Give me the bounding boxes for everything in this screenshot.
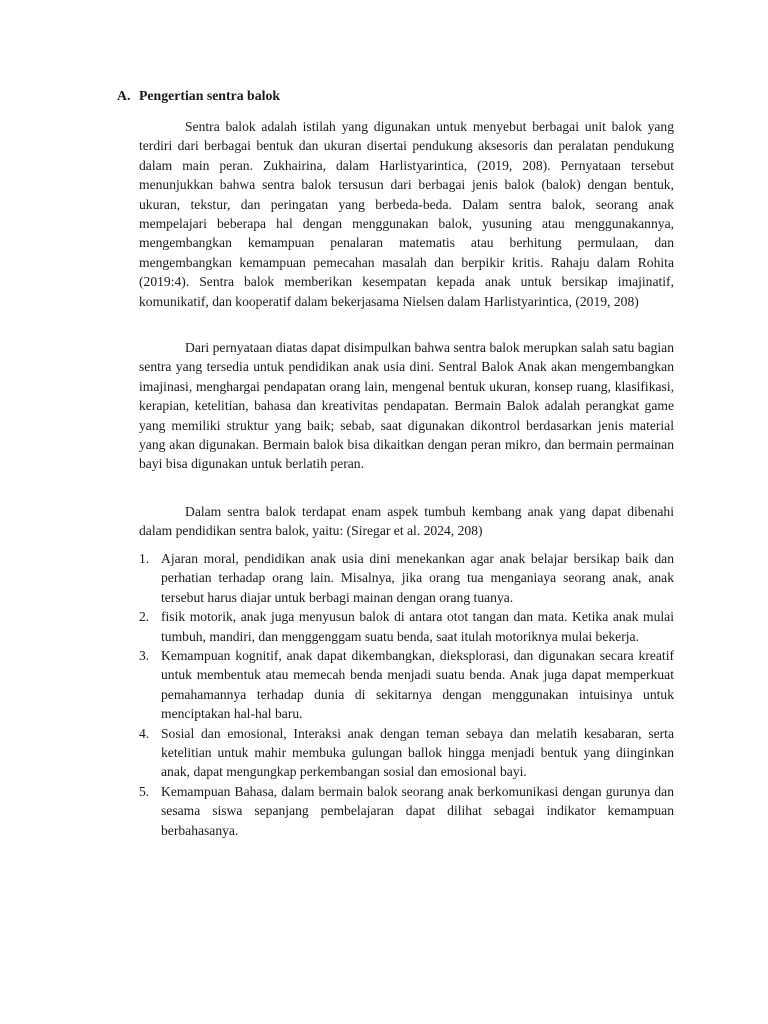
section-heading bbox=[117, 86, 280, 105]
list-item bbox=[139, 646, 674, 724]
section-number: A. bbox=[117, 88, 131, 103]
list-item-number: 4. bbox=[139, 725, 150, 741]
section-title: Pengertian sentra balok bbox=[139, 88, 281, 103]
list-item-text: Sosial dan emosional, Interaksi anak dengan teman sebaya dan melatih kesabaran, serta ketelitian untuk mahir membuka gulungan ballok hingga menjadi bentuk yang diinginkan anak, dapat mengungkap perkembangan sosial dan emosional bayi. bbox=[161, 725, 674, 780]
list-item-text: Ajaran moral, pendidikan anak usia dini menekankan agar anak belajar bersikap baik dan perhatian terhadap orang lain. Misalnya, jika orang tua menganiaya seorang anak, anak tersebut harus diajar untuk berbagi mainan dengan orang tuanya. bbox=[161, 551, 674, 605]
list-item-number: 3. bbox=[139, 648, 150, 664]
paragraph-aspects-intro: Dalam sentra balok terdapat enam aspek tumbuh kembang anak yang dapat dibenahi dalam pendidikan sentra balok, yaitu: (Siregar et al. 2024, 208) bbox=[139, 504, 674, 539]
list-item-number: 1. bbox=[139, 551, 150, 566]
list-item-text: Kemampuan kognitif, anak dapat dikembangkan, dieksplorasi, dan digunakan secara kreatif untuk membentuk atau memecah benda menjadi suatu benda. Anak juga dapat memperkuat pemahamannya terhadap dunia di sekitarnya dengan menggunakan intuisinya untuk menciptakan hal-hal baru. bbox=[161, 648, 674, 722]
paragraph-definition: Sentra balok adalah istilah yang digunakan untuk menyebut berbagai unit balok yang terdiri dari berbagai bentuk dan ukuran disertai pendukung aksesoris dan peralatan pendukung dalam main peran. Zukhairina, dalam Harlistyarintica, (2019, 208). Pernyataan tersebut menunjukkan bahwa sentra balok tersusun dari berbagai jenis balok (balok) dengan bentuk, ukuran, tekstur, dan peringatan yang berbeda-beda. Dalam sentra balok, seorang anak mempelajari beberapa hal dengan menggunakan balok, yusuning atau menggunakannya, mengembangkan kemampuan penalaran matematis atau berhitung permulaan, dan mengembangkan kemampuan pemecahan masalah dan berpikir kritis. Rahaju dalam Rohita (2019:4). Sentra balok memberikan kesempatan kepada anak untuk bersikap imajinatif, komunikatif, dan kooperatif dalam bekerjasama Nielsen dalam Harlistyarintica, (2019, 208) bbox=[139, 119, 674, 309]
list-item-text: fisik motorik, anak juga menyusun balok di antara otot tangan dan mata. Ketika anak mulai tumbuh, mandiri, dan menggenggam suatu benda, saat itulah motoriknya mulai bekerja. bbox=[161, 609, 674, 644]
list-item-number: 2. bbox=[139, 609, 150, 625]
aspects-list bbox=[139, 549, 674, 840]
paragraph-conclusion: Dari pernyataan diatas dapat disimpulkan bahwa sentra balok merupkan salah satu bagian sentra yang tersedia untuk pendidikan anak usia dini. Sentral Balok Anak akan mengembangkan imajinasi, menghargai pendapatan orang lain, mengenal bentuk ukuran, konsep ruang, klasifikasi, kerapian, ketelitian, bahasa dan kreativitas pendapatan. Bermain Balok adalah perangkat game yang memiliki struktur yang baik; sebab, saat digunakan dikontrol berdasarkan jenis material yang akan digunakan. Bermain balok bisa dikaitkan dengan peran mikro, dan bermain permainan bayi bisa digunakan untuk berlatih peran. bbox=[139, 340, 674, 472]
list-item bbox=[139, 607, 674, 646]
list-item bbox=[139, 782, 674, 840]
list-item-number: 5. bbox=[139, 783, 150, 799]
list-item bbox=[139, 549, 674, 607]
list-item-text: Kemampuan Bahasa, dalam bermain balok seorang anak berkomunikasi dengan gurunya dan sesama siswa sepanjang pembelajaran dapat dilihat sebagai indikator kemampuan berbahasanya. bbox=[161, 783, 674, 838]
list-item bbox=[139, 724, 674, 782]
